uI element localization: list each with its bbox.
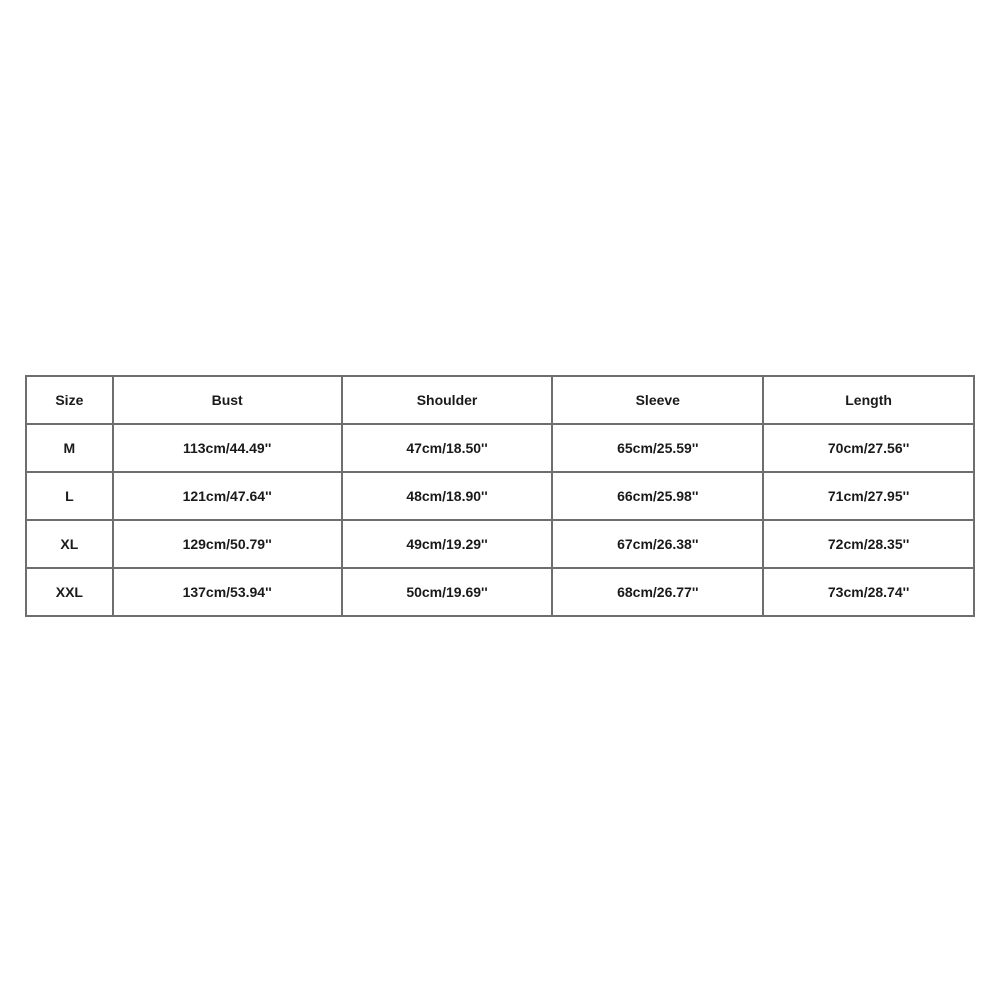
cell-shoulder: 50cm/19.69'' [342,568,553,616]
cell-bust: 121cm/47.64'' [113,472,342,520]
header-size: Size [26,376,113,424]
cell-size: XXL [26,568,113,616]
table-row [26,472,974,520]
cell-sleeve: 65cm/25.59'' [552,424,763,472]
cell-length: 73cm/28.74'' [763,568,974,616]
header-length: Length [763,376,974,424]
cell-length: 71cm/27.95'' [763,472,974,520]
table-row [26,424,974,472]
size-chart-table [25,375,975,617]
cell-bust: 129cm/50.79'' [113,520,342,568]
cell-size: L [26,472,113,520]
table-header-row [26,376,974,424]
table-row [26,520,974,568]
cell-bust: 137cm/53.94'' [113,568,342,616]
cell-size: XL [26,520,113,568]
cell-bust: 113cm/44.49'' [113,424,342,472]
cell-length: 72cm/28.35'' [763,520,974,568]
cell-sleeve: 68cm/26.77'' [552,568,763,616]
cell-sleeve: 67cm/26.38'' [552,520,763,568]
cell-sleeve: 66cm/25.98'' [552,472,763,520]
cell-size: M [26,424,113,472]
header-shoulder: Shoulder [342,376,553,424]
cell-shoulder: 48cm/18.90'' [342,472,553,520]
header-sleeve: Sleeve [552,376,763,424]
cell-shoulder: 47cm/18.50'' [342,424,553,472]
cell-shoulder: 49cm/19.29'' [342,520,553,568]
header-bust: Bust [113,376,342,424]
cell-length: 70cm/27.56'' [763,424,974,472]
table-row [26,568,974,616]
